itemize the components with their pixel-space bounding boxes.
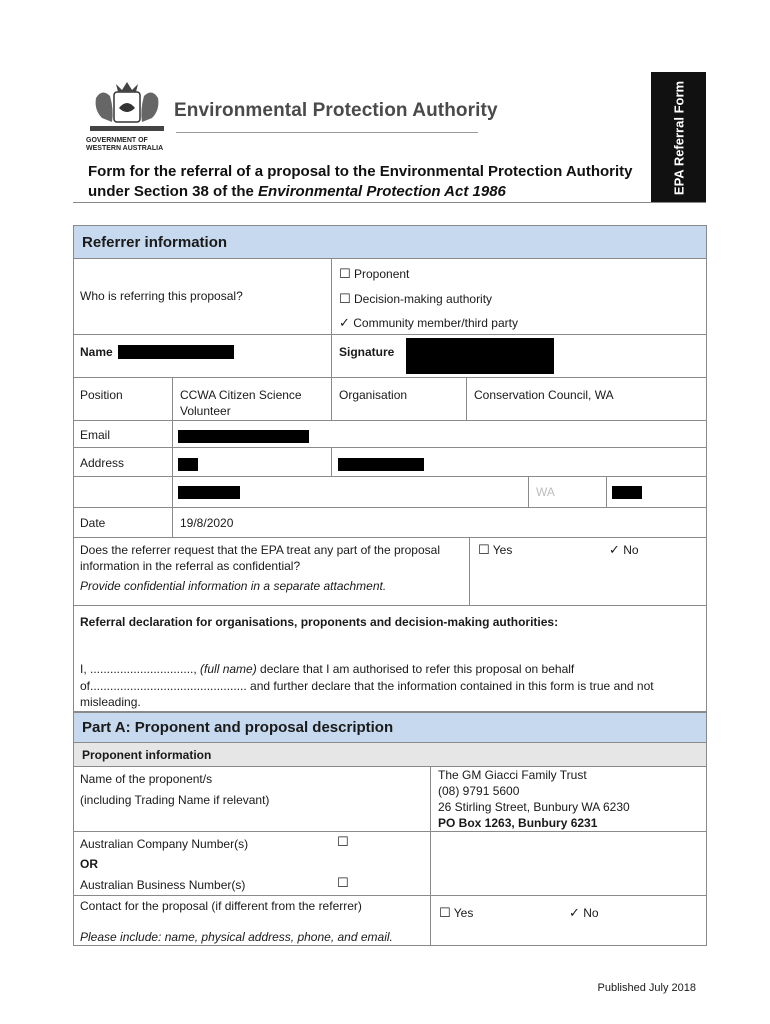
declaration-line-2: of............................................... and further declare that the information contained in this form is true and not misleading. bbox=[80, 679, 654, 709]
acn-checkbox-icon[interactable]: ☐ bbox=[337, 834, 349, 849]
divider bbox=[73, 476, 707, 477]
divider bbox=[466, 377, 467, 420]
redacted-suburb bbox=[178, 486, 240, 499]
agency-name: Environmental Protection Authority bbox=[174, 100, 498, 121]
published-date: Published July 2018 bbox=[597, 982, 696, 994]
option-proponent[interactable] bbox=[339, 266, 409, 282]
divider bbox=[73, 447, 707, 448]
contact-yes-option[interactable] bbox=[439, 905, 473, 921]
divider bbox=[73, 507, 707, 508]
checkbox-icon: ☐ bbox=[439, 905, 451, 920]
divider bbox=[73, 895, 707, 896]
no-label: No bbox=[623, 543, 639, 557]
divider bbox=[73, 420, 707, 421]
divider bbox=[469, 537, 470, 605]
form-title-text: Form for the referral of a proposal to the Environmental Protection Authority under Section 38 of the bbox=[88, 163, 633, 200]
yes-label: Yes bbox=[492, 543, 513, 557]
option-decision-making-authority[interactable] bbox=[339, 291, 492, 307]
part-a-title: Part A: Proponent and proposal description bbox=[82, 719, 394, 736]
proponent-info-subheader bbox=[73, 742, 707, 767]
contact-note: Please include: name, physical address, phone, and email. bbox=[80, 930, 393, 944]
contact-label: Contact for the proposal (if different from the referrer) bbox=[80, 899, 362, 913]
confidential-no-option[interactable] bbox=[609, 542, 639, 558]
signature-label: Signature bbox=[339, 345, 395, 359]
proponent-info-title: Proponent information bbox=[82, 747, 212, 762]
abn-label: Australian Business Number(s) bbox=[80, 878, 246, 892]
contact-no-option[interactable] bbox=[569, 905, 599, 921]
option-community-member[interactable] bbox=[339, 315, 518, 331]
divider bbox=[528, 476, 529, 507]
option-label: Decision-making authority bbox=[354, 292, 493, 306]
position-value[interactable]: CCWA Citizen Science Volunteer bbox=[180, 388, 302, 418]
checkbox-icon: ☐ bbox=[478, 542, 490, 557]
abn-checkbox-icon[interactable]: ☐ bbox=[337, 875, 349, 890]
redacted-name bbox=[118, 345, 234, 359]
divider bbox=[73, 605, 707, 606]
position-label: Position bbox=[80, 388, 123, 402]
option-label: Community member/third party bbox=[353, 316, 518, 330]
proponent-line-1[interactable]: The GM Giacci Family Trust bbox=[438, 768, 587, 782]
state-field[interactable]: WA bbox=[536, 485, 555, 499]
proponent-name-hint: (including Trading Name if relevant) bbox=[80, 793, 270, 807]
who-label: Who is referring this proposal? bbox=[80, 289, 243, 303]
redacted-postcode bbox=[612, 486, 642, 499]
declaration-line-1 bbox=[80, 661, 700, 677]
proponent-name-label: Name of the proponent/s bbox=[80, 772, 213, 786]
date-value[interactable]: 19/8/2020 bbox=[180, 516, 234, 530]
checkmark-icon: ✓ bbox=[569, 905, 580, 920]
address-label: Address bbox=[80, 456, 125, 470]
agency-divider bbox=[176, 132, 478, 133]
checkmark-icon: ✓ bbox=[339, 315, 350, 330]
or-label: OR bbox=[80, 857, 98, 871]
side-tab bbox=[651, 72, 706, 203]
divider bbox=[73, 377, 707, 378]
divider bbox=[331, 447, 332, 476]
confidential-note: Provide confidential information in a separate attachment. bbox=[80, 579, 387, 593]
organisation-label: Organisation bbox=[339, 388, 408, 402]
acn-label: Australian Company Number(s) bbox=[80, 837, 249, 851]
declaration-text: declare that I am authorised to refer this proposal on behalf bbox=[256, 662, 575, 676]
confidential-question: Does the referrer request that the EPA treat any part of the proposal information in the referral as confidential? bbox=[80, 543, 440, 573]
yes-label: Yes bbox=[453, 906, 474, 920]
confidential-yes-option[interactable] bbox=[478, 542, 512, 558]
redacted-address-number bbox=[178, 458, 198, 471]
date-label: Date bbox=[80, 516, 106, 530]
referrer-section-title: Referrer information bbox=[82, 233, 228, 251]
proponent-line-3[interactable]: 26 Stirling Street, Bunbury WA 6230 bbox=[438, 800, 630, 814]
proponent-line-2[interactable]: (08) 9791 5600 bbox=[438, 784, 520, 798]
divider bbox=[331, 258, 332, 377]
title-divider bbox=[73, 202, 706, 203]
divider bbox=[172, 377, 173, 537]
side-tab-label: EPA Referral Form bbox=[671, 80, 686, 195]
divider bbox=[73, 334, 707, 335]
checkbox-icon: ☐ bbox=[339, 266, 351, 281]
checkmark-icon: ✓ bbox=[609, 542, 620, 557]
proponent-po-box[interactable]: PO Box 1263, Bunbury 6231 bbox=[438, 816, 598, 830]
redacted-address-street bbox=[338, 458, 424, 471]
divider bbox=[606, 476, 607, 507]
redacted-email bbox=[178, 430, 309, 443]
divider bbox=[430, 766, 431, 946]
organisation-value[interactable]: Conservation Council, WA bbox=[474, 388, 614, 402]
full-name-hint: (full name) bbox=[200, 662, 257, 676]
declaration-name-blank: I, ..............................., bbox=[80, 662, 201, 676]
divider bbox=[73, 831, 707, 832]
option-label: Proponent bbox=[354, 267, 410, 281]
wa-government-crest-logo bbox=[86, 78, 168, 138]
divider bbox=[331, 377, 332, 420]
form-title bbox=[88, 162, 648, 202]
form-title-act: Environmental Protection Act 1986 bbox=[258, 183, 506, 200]
no-label: No bbox=[583, 906, 599, 920]
divider bbox=[73, 537, 707, 538]
checkbox-icon: ☐ bbox=[339, 291, 351, 306]
email-label: Email bbox=[80, 428, 111, 442]
part-a-section-header bbox=[73, 712, 707, 743]
redacted-signature bbox=[406, 338, 554, 374]
name-label: Name bbox=[80, 345, 113, 359]
government-label: GOVERNMENT OF WESTERN AUSTRALIA bbox=[86, 137, 164, 152]
referrer-section-header bbox=[73, 225, 707, 259]
declaration-heading: Referral declaration for organisations, proponents and decision-making authorities: bbox=[80, 615, 559, 629]
